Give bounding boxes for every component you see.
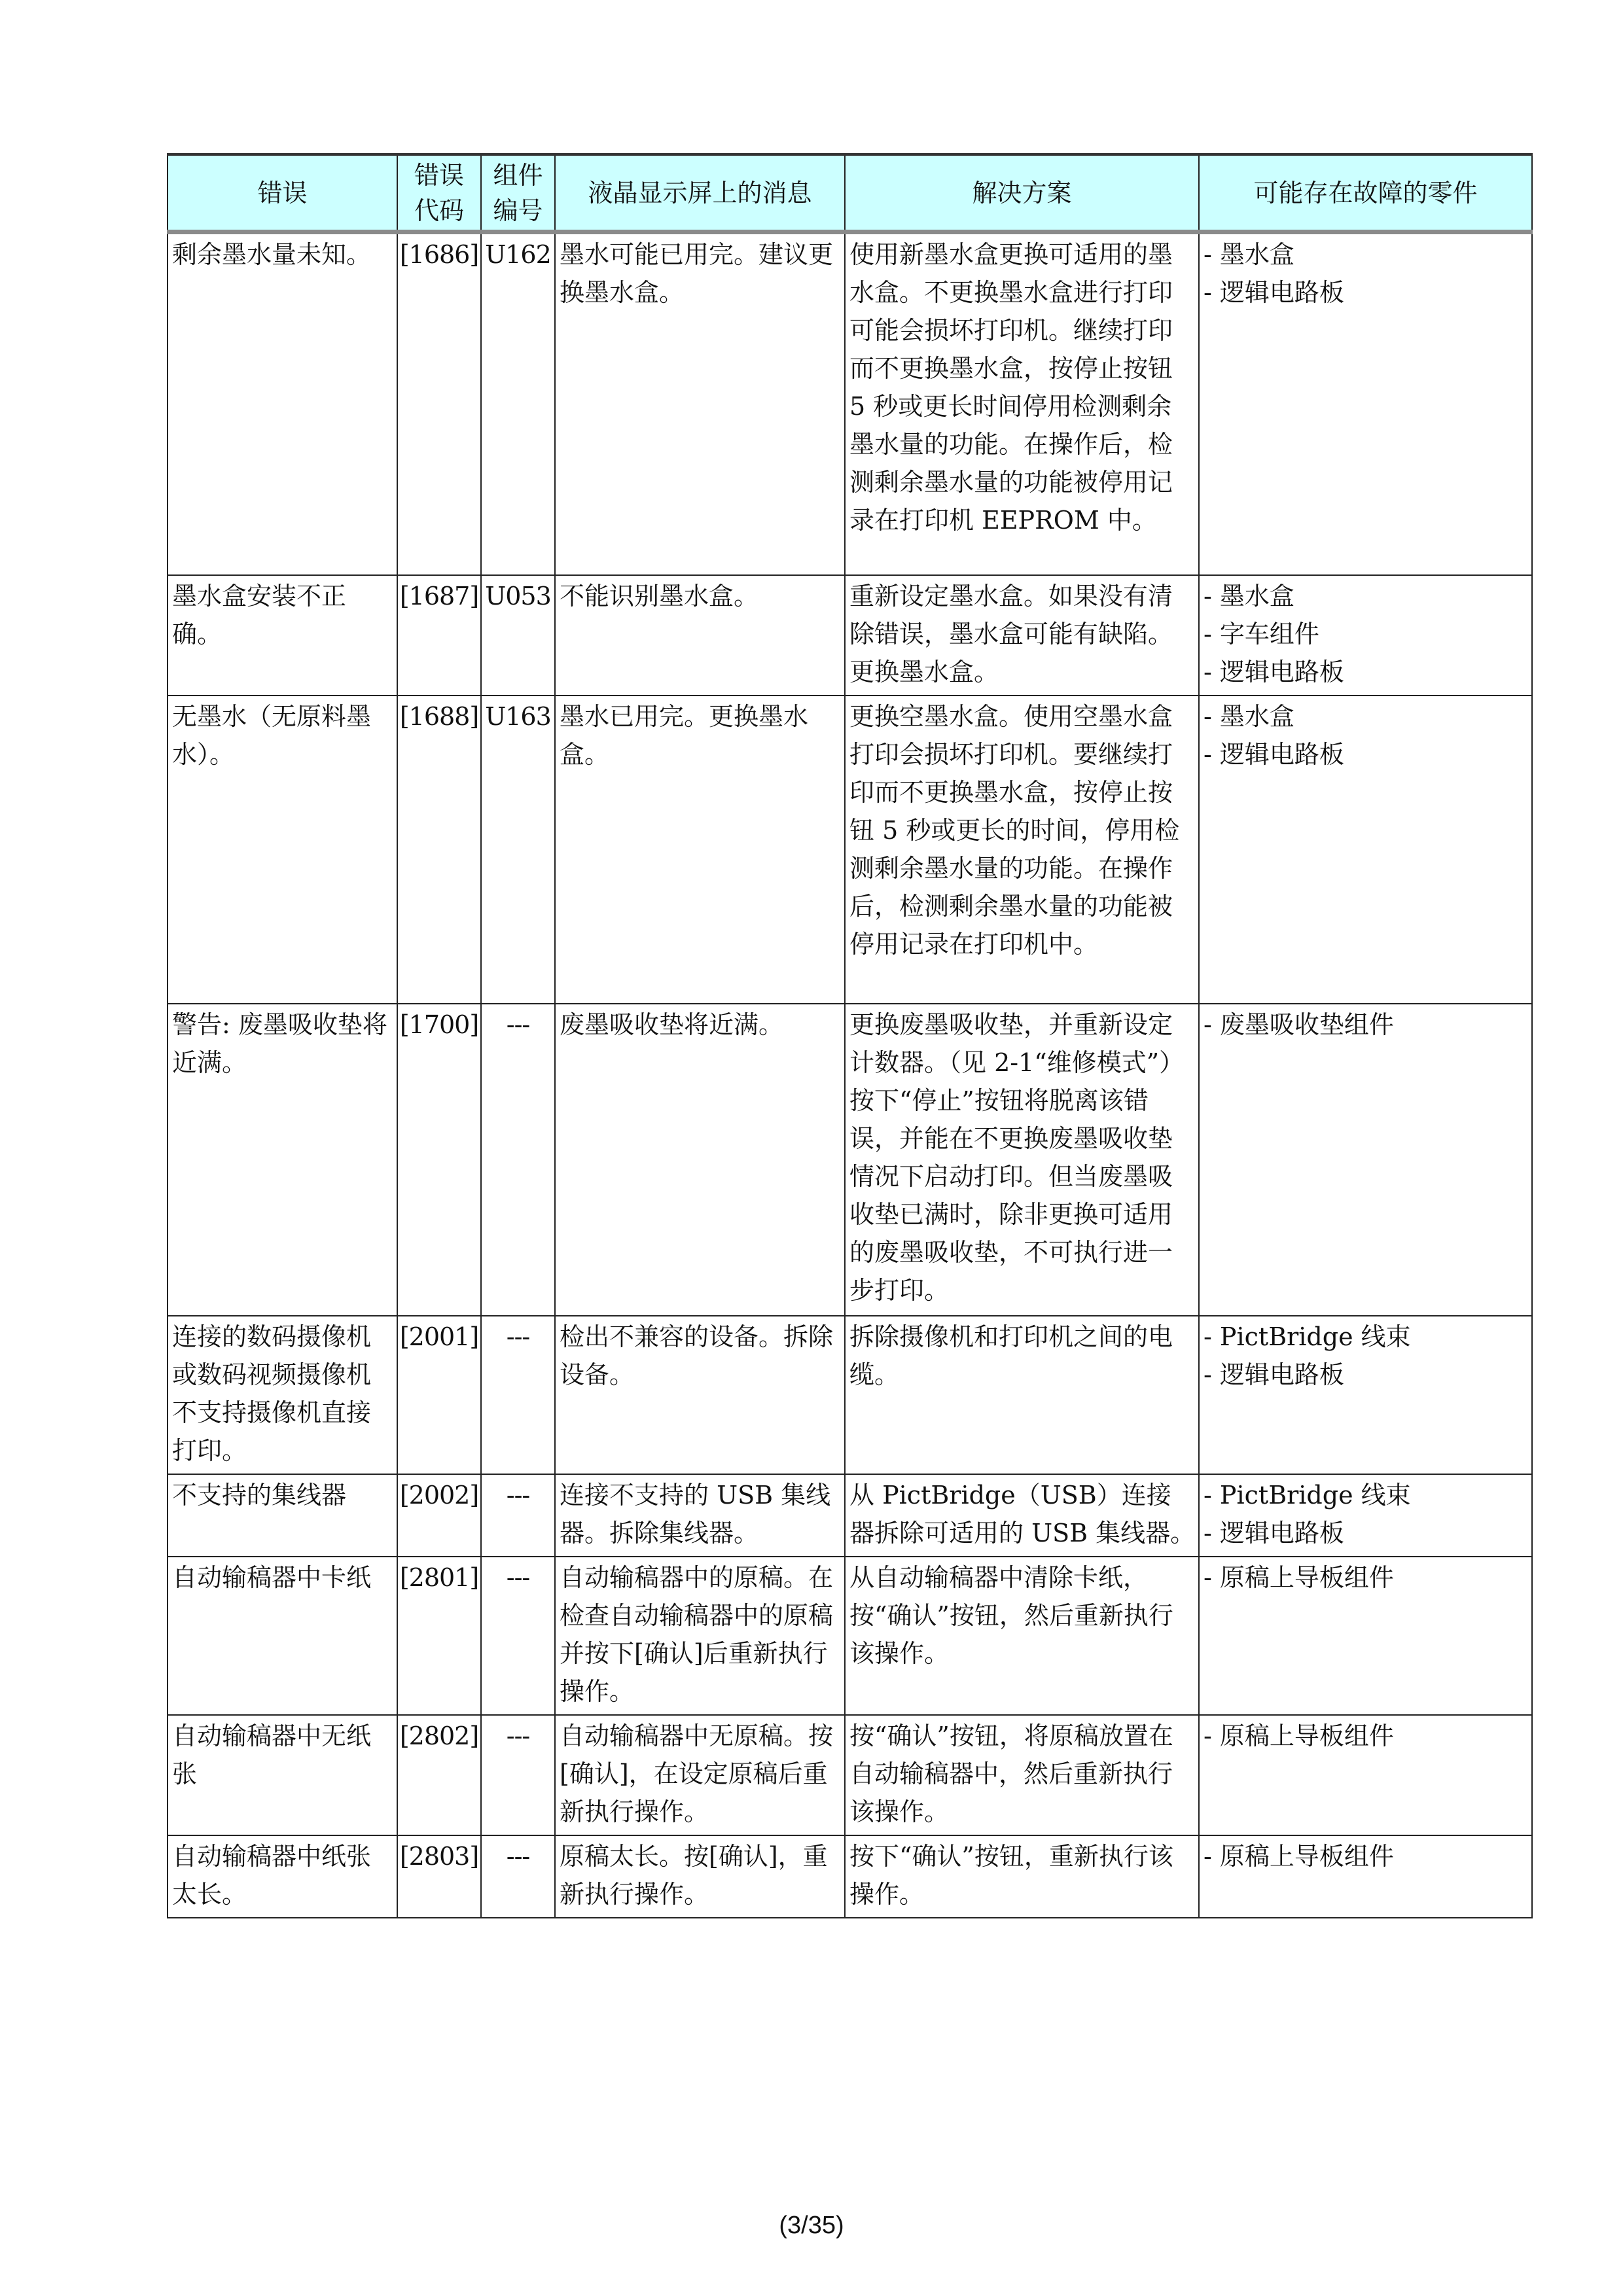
- faulty-part-item: - 原稿上导板组件: [1204, 1841, 1394, 1871]
- table-row: [168, 1835, 1532, 1918]
- error-code-cell: [1686]: [397, 232, 481, 575]
- faulty-part-item: - 墨水盒: [1204, 701, 1294, 731]
- lcd-message-cell: 墨水可能已用完。建议更换墨水盒。: [555, 232, 845, 575]
- table-row: [168, 1474, 1532, 1557]
- faulty-part-item: - 逻辑电路板: [1204, 657, 1344, 686]
- lcd-message-cell: 自动输稿器中的原稿。在检查自动输稿器中的原稿并按下[确认]后重新执行操作。: [555, 1557, 845, 1715]
- faulty-part-item: - 逻辑电路板: [1204, 739, 1344, 769]
- faulty-parts-cell: [1199, 1474, 1532, 1557]
- faulty-part-item: - 原稿上导板组件: [1204, 1563, 1394, 1592]
- error-cell: 连接的数码摄像机或数码视频摄像机不支持摄像机直接打印。: [168, 1316, 397, 1474]
- faulty-part-item: - PictBridge 线束: [1204, 1480, 1411, 1510]
- component-cell: U163: [481, 696, 555, 1004]
- table-header: [168, 154, 1532, 232]
- error-code-cell: [1688]: [397, 696, 481, 1004]
- faulty-part-item: - 逻辑电路板: [1204, 278, 1344, 307]
- header-error-code-line2: 代码: [414, 196, 464, 225]
- header-faulty-parts: 可能存在故障的零件: [1199, 154, 1532, 232]
- faulty-part-item: - 原稿上导板组件: [1204, 1721, 1394, 1750]
- error-code-cell: [2801]: [397, 1557, 481, 1715]
- faulty-part-item: - 逻辑电路板: [1204, 1518, 1344, 1547]
- faulty-part-item: - 逻辑电路板: [1204, 1360, 1344, 1389]
- error-code-cell: [2802]: [397, 1715, 481, 1835]
- faulty-part-item: - PictBridge 线束: [1204, 1322, 1411, 1351]
- lcd-message-cell: 原稿太长。按[确认]，重新执行操作。: [555, 1835, 845, 1918]
- lcd-message-cell: 连接不支持的 USB 集线器。拆除集线器。: [555, 1474, 845, 1557]
- error-cell: 剩余墨水量未知。: [168, 232, 397, 575]
- component-cell: ---: [481, 1835, 555, 1918]
- table-row: [168, 1316, 1532, 1474]
- faulty-parts-cell: [1199, 1316, 1532, 1474]
- faulty-parts-cell: [1199, 1557, 1532, 1715]
- error-cell: 墨水盒安装不正确。: [168, 575, 397, 696]
- page-number: (3/35): [779, 2212, 844, 2239]
- solution-cell: 按下“确认”按钮，重新执行该操作。: [845, 1835, 1199, 1918]
- solution-cell: 更换废墨吸收垫，并重新设定计数器。（见 2-1“维修模式”）按下“停止”按钮将脱离该错误，并能在不更换废墨吸收垫情况下启动打印。但当废墨吸收垫已满时，除非更换可适用的废墨吸收垫，不可执行进一步打印。: [845, 1004, 1199, 1316]
- header-component-line2: 编号: [493, 196, 543, 225]
- table-row: [168, 1715, 1532, 1835]
- component-cell: ---: [481, 1557, 555, 1715]
- table-row: [168, 1557, 1532, 1715]
- header-component-number: [481, 154, 555, 232]
- component-cell: U053: [481, 575, 555, 696]
- error-cell: 自动输稿器中卡纸: [168, 1557, 397, 1715]
- faulty-parts-cell: [1199, 575, 1532, 696]
- table-body: [168, 232, 1532, 1918]
- error-code-table: [167, 153, 1533, 1918]
- error-cell: 自动输稿器中无纸张: [168, 1715, 397, 1835]
- error-cell: 无墨水（无原料墨水）。: [168, 696, 397, 1004]
- table-row: [168, 232, 1532, 575]
- header-error-code: [397, 154, 481, 232]
- error-cell: 自动输稿器中纸张太长。: [168, 1835, 397, 1918]
- header-component-line1: 组件: [493, 160, 543, 190]
- solution-cell: 拆除摄像机和打印机之间的电缆。: [845, 1316, 1199, 1474]
- faulty-part-item: - 字车组件: [1204, 619, 1319, 648]
- component-cell: ---: [481, 1004, 555, 1316]
- lcd-message-cell: 检出不兼容的设备。拆除设备。: [555, 1316, 845, 1474]
- header-lcd-message: 液晶显示屏上的消息: [555, 154, 845, 232]
- faulty-part-item: - 废墨吸收垫组件: [1204, 1010, 1394, 1039]
- faulty-part-item: - 墨水盒: [1204, 581, 1294, 610]
- table-row: [168, 1004, 1532, 1316]
- table-row: [168, 575, 1532, 696]
- solution-cell: 从自动输稿器中清除卡纸，按“确认”按钮，然后重新执行该操作。: [845, 1557, 1199, 1715]
- component-cell: ---: [481, 1474, 555, 1557]
- faulty-part-item: - 墨水盒: [1204, 240, 1294, 269]
- error-cell: 不支持的集线器: [168, 1474, 397, 1557]
- solution-cell: 重新设定墨水盒。如果没有清除错误，墨水盒可能有缺陷。更换墨水盒。: [845, 575, 1199, 696]
- header-error: 错误: [168, 154, 397, 232]
- solution-cell: 从 PictBridge（USB）连接器拆除可适用的 USB 集线器。: [845, 1474, 1199, 1557]
- lcd-message-cell: 墨水已用完。更换墨水盒。: [555, 696, 845, 1004]
- error-code-cell: [1687]: [397, 575, 481, 696]
- solution-cell: 使用新墨水盒更换可适用的墨水盒。不更换墨水盒进行打印可能会损坏打印机。继续打印而不更换墨水盒，按停止按钮 5 秒或更长时间停用检测剩余墨水量的功能。在操作后，检测剩余墨水量的功能被停用记录在打印机 EEPROM 中。: [845, 232, 1199, 575]
- component-cell: ---: [481, 1715, 555, 1835]
- lcd-message-cell: 自动输稿器中无原稿。按[确认]，在设定原稿后重新执行操作。: [555, 1715, 845, 1835]
- component-cell: ---: [481, 1316, 555, 1474]
- lcd-message-cell: 废墨吸收垫将近满。: [555, 1004, 845, 1316]
- error-code-cell: [2001]: [397, 1316, 481, 1474]
- header-solution: 解决方案: [845, 154, 1199, 232]
- faulty-parts-cell: [1199, 1004, 1532, 1316]
- faulty-parts-cell: [1199, 232, 1532, 575]
- faulty-parts-cell: [1199, 1835, 1532, 1918]
- error-code-cell: [2803]: [397, 1835, 481, 1918]
- table-row: [168, 696, 1532, 1004]
- error-code-cell: [1700]: [397, 1004, 481, 1316]
- faulty-parts-cell: [1199, 696, 1532, 1004]
- lcd-message-cell: 不能识别墨水盒。: [555, 575, 845, 696]
- solution-cell: 更换空墨水盒。使用空墨水盒打印会损坏打印机。要继续打印而不更换墨水盒，按停止按钮 5 秒或更长的时间，停用检测剩余墨水量的功能。在操作后，检测剩余墨水量的功能被停用记录在打印机中。: [845, 696, 1199, 1004]
- solution-cell: 按“确认”按钮，将原稿放置在自动输稿器中，然后重新执行该操作。: [845, 1715, 1199, 1835]
- error-cell: 警告: 废墨吸收垫将近满。: [168, 1004, 397, 1316]
- component-cell: U162: [481, 232, 555, 575]
- faulty-parts-cell: [1199, 1715, 1532, 1835]
- header-row: [168, 154, 1532, 232]
- error-code-cell: [2002]: [397, 1474, 481, 1557]
- header-error-code-line1: 错误: [414, 160, 464, 190]
